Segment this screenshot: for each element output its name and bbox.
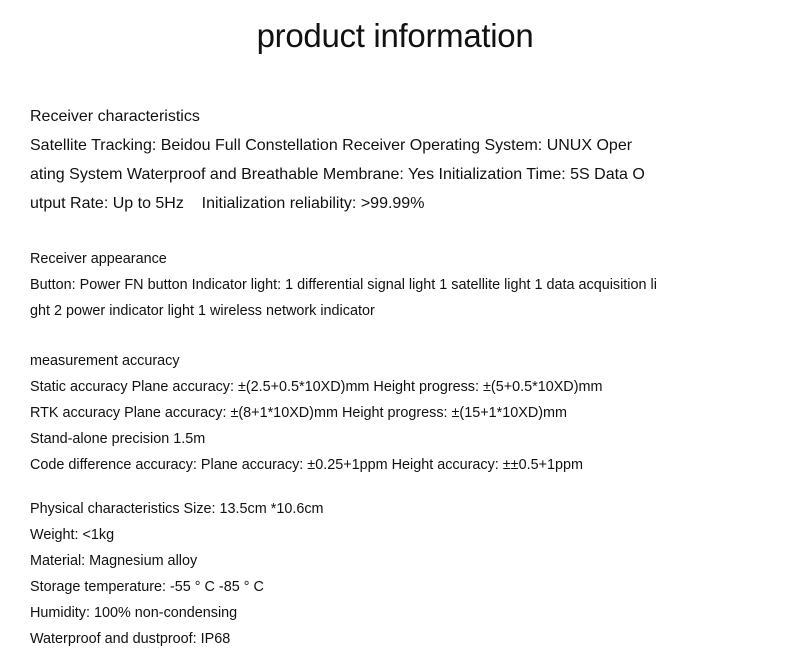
section-heading: measurement accuracy	[30, 353, 180, 369]
text-line: Physical characteristics Size: 13.5cm *10.6cm	[30, 501, 324, 517]
text-line: Static accuracy Plane accuracy: ±(2.5+0.5*10XD)mm Height progress: ±(5+0.5*10XD)mm	[30, 379, 603, 395]
text-line: utput Rate: Up to 5Hz Initialization reliability: >99.99%	[30, 195, 425, 212]
text-line: Satellite Tracking: Beidou Full Constellation Receiver Operating System: UNUX Oper	[30, 137, 633, 154]
receiver-characteristics-section	[30, 102, 690, 218]
section-heading: Receiver characteristics	[30, 108, 200, 125]
text-line: Stand-alone precision 1.5m	[30, 431, 206, 447]
text-line: ght 2 power indicator light 1 wireless network indicator	[30, 303, 375, 319]
text-line: Material: Magnesium alloy	[30, 553, 198, 569]
text-line: RTK accuracy Plane accuracy: ±(8+1*10XD)mm Height progress: ±(15+1*10XD)mm	[30, 405, 567, 421]
receiver-appearance-section	[30, 246, 730, 324]
physical-characteristics-section	[30, 496, 750, 652]
section-heading: Receiver appearance	[30, 251, 167, 267]
text-line: ating System Waterproof and Breathable Membrane: Yes Initialization Time: 5S Data O	[30, 166, 645, 183]
text-line: Storage temperature: -55 ° C -85 ° C	[30, 579, 264, 595]
text-line: Humidity: 100% non-condensing	[30, 605, 238, 621]
text-line: Code difference accuracy: Plane accuracy: ±0.25+1ppm Height accuracy: ±±0.5+1ppm	[30, 457, 583, 473]
text-line: Waterproof and dustproof: IP68	[30, 631, 231, 647]
text-line: Weight: <1kg	[30, 527, 115, 543]
page-title: product information	[256, 17, 534, 54]
text-line: Button: Power FN button Indicator light: 1 differential signal light 1 satellite light 1 data acquisition li	[30, 277, 657, 293]
measurement-accuracy-section	[30, 348, 750, 478]
